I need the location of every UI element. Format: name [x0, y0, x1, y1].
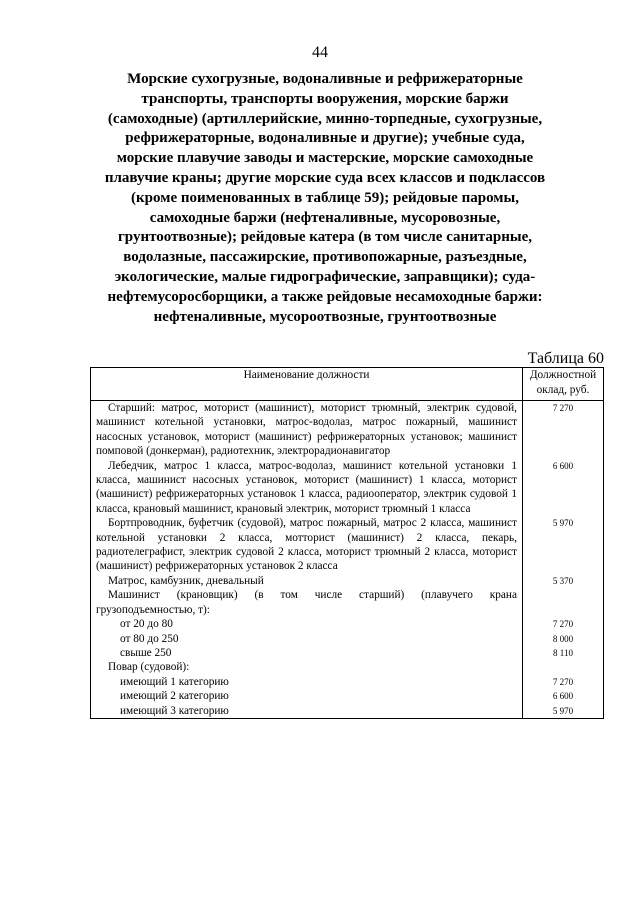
table-row [91, 516, 604, 574]
heading-line: экологические, малые гидрографические, заправщики); суда- [114, 268, 536, 285]
table-row [91, 617, 604, 631]
position-name [91, 516, 523, 574]
heading-line: морские плавучие заводы и мастерские, морские самоходные [116, 150, 534, 167]
position-name [91, 459, 523, 517]
table-header-row [91, 368, 604, 401]
position-name [91, 675, 523, 689]
heading-line: нефтемусоросборщики, а также рейдовые несамоходные баржи: [107, 288, 543, 305]
position-text: Машинист (крановщик) (в том числе старший) (плавучего крана грузоподъемностью, т): [96, 589, 517, 616]
heading-line: самоходные баржи (нефтеналивные, мусоровозные, [149, 209, 501, 226]
salary-value: 5 970 [523, 704, 604, 719]
table-row [91, 588, 604, 617]
salary-table [90, 367, 604, 719]
heading-line: грунтоотвозные); рейдовые катера (в том числе санитарные, [117, 229, 532, 246]
salary-value: 5 370 [523, 574, 604, 588]
position-text: от 20 до 80 [120, 618, 173, 631]
position-text: Матрос, камбузник, дневальный [108, 574, 264, 587]
header-position-name: Наименование должности [91, 368, 523, 401]
position-name [91, 646, 523, 660]
salary-value: 5 970 [523, 516, 604, 574]
table-row [91, 459, 604, 517]
position-name [91, 704, 523, 719]
position-text: Повар (судовой): [108, 661, 190, 674]
header-salary: Должностной оклад, руб. [523, 368, 604, 401]
salary-value: 8 110 [523, 646, 604, 660]
position-text: свыше 250 [120, 646, 172, 659]
heading-line: рефрижераторные, водоналивные и другие); учебные суда, [125, 130, 525, 147]
position-text: Бортпроводник, буфетчик (судовой), матрос пожарный, матрос 2 класса, машинист котельной установки 2 класса, мотторист (машинист) 2 класса, пекарь, радиотелеграфист, электрик судовой 2 класса, моторист трюмный 2 класса, моторист (машинист) рефрижераторных установок 2 класса [96, 517, 517, 573]
salary-value [523, 588, 604, 617]
table-row [91, 574, 604, 588]
position-name [91, 660, 523, 674]
position-name [91, 689, 523, 703]
section-heading [95, 70, 555, 327]
heading-line: водолазные, пассажирские, противопожарные, разъездные, [123, 249, 527, 266]
heading-line: Морские сухогрузные, водоналивные и рефрижераторные [127, 71, 523, 87]
table-row [91, 646, 604, 660]
salary-value: 6 600 [523, 459, 604, 517]
position-text: Лебедчик, матрос 1 класса, матрос-водолаз, машинист котельной установки 1 класса, машинист насосных установок, моторист (машинист) 1 класса, моторист (машинист) рефрижераторных установок 1 класса, радиооператор, электрик судовой 1 класса, крановый машинист, крановый электрик, моторист трюмный 1 класса [96, 459, 517, 515]
heading-line: (кроме поименованных в таблице 59); рейдовые паромы, [131, 189, 519, 206]
page-number: 44 [312, 44, 328, 61]
salary-value: 7 270 [523, 401, 604, 459]
salary-value [523, 660, 604, 674]
position-name [91, 588, 523, 617]
position-text: имеющий 2 категорию [120, 690, 229, 703]
position-name [91, 632, 523, 646]
salary-value: 7 270 [523, 675, 604, 689]
position-text: имеющий 1 категорию [120, 675, 229, 688]
table-row [91, 689, 604, 703]
heading-line: (самоходные) (артиллерийские, минно-торпедные, сухогрузные, [107, 110, 543, 127]
salary-value: 7 270 [523, 617, 604, 631]
position-text: имеющий 3 категорию [120, 704, 229, 717]
heading-line: транспорты, транспорты вооружения, морские баржи [141, 90, 509, 107]
table-row [91, 632, 604, 646]
position-name [91, 574, 523, 588]
table-row [91, 660, 604, 674]
table-row [91, 675, 604, 689]
table-caption: Таблица 60 [527, 350, 604, 367]
table-row [91, 704, 604, 719]
heading-line: плавучие краны; другие морские суда всех классов и подклассов [104, 169, 546, 186]
position-name [91, 617, 523, 631]
position-text: от 80 до 250 [120, 632, 179, 645]
heading-line: нефтеналивные, мусороотвозные, грунтоотвозные [153, 308, 497, 325]
salary-value: 6 600 [523, 689, 604, 703]
table-row [91, 401, 604, 459]
salary-value: 8 000 [523, 632, 604, 646]
position-name [91, 401, 523, 459]
position-text: Старший: матрос, моторист (машинист), моторист трюмный, электрик судовой, машинист котельной установки, матрос-водолаз, матрос пожарный, машинист насосных установок, моторист (машинист) рефрижераторных установок; машинист помповой (донкерман), радиотехник, электрорадионавигатор [96, 402, 517, 458]
